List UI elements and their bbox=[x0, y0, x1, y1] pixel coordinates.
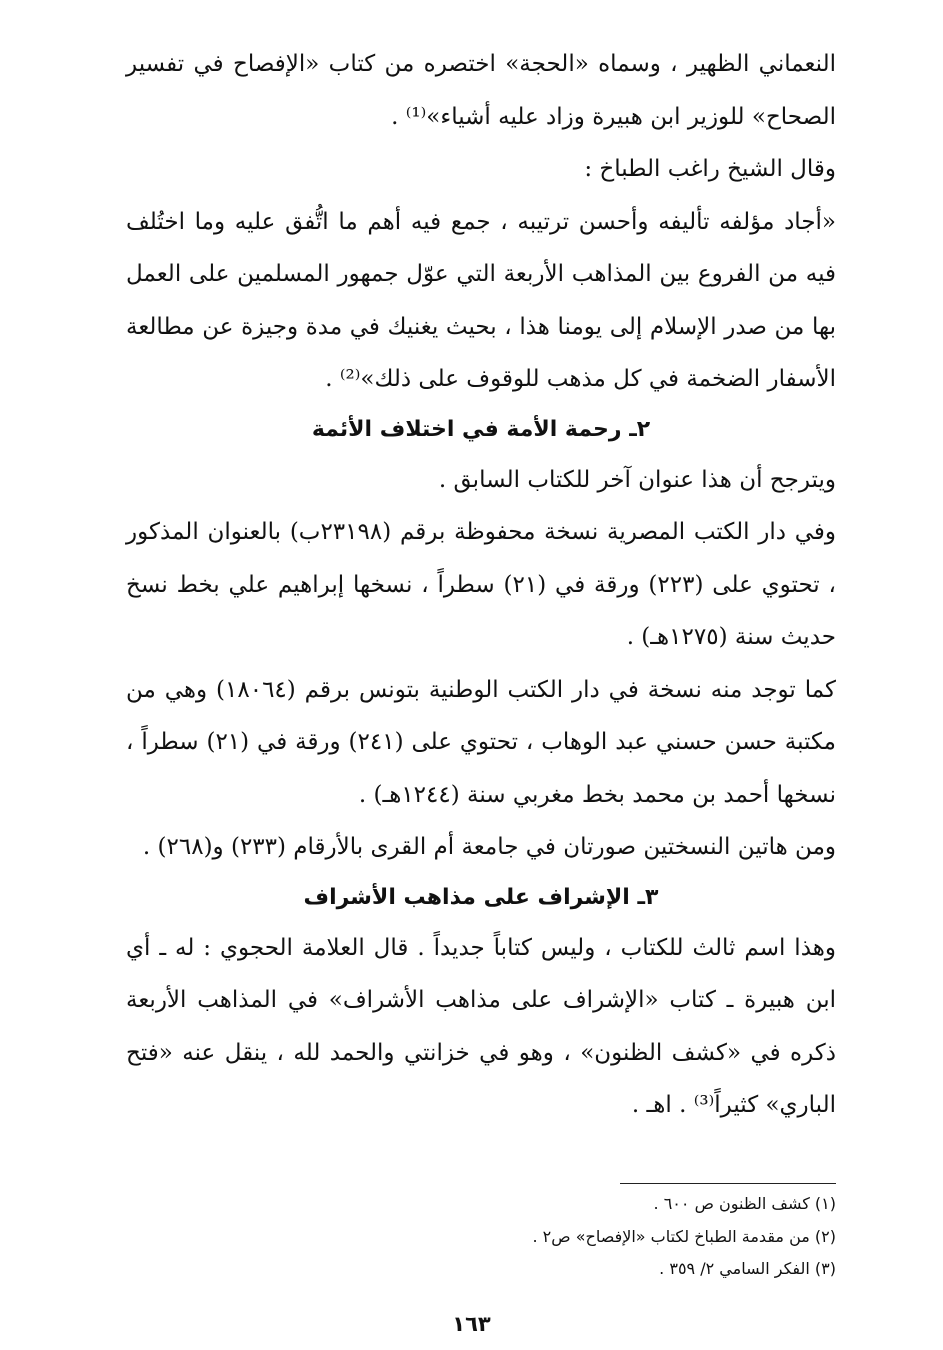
paragraph: ومن هاتين النسختين صورتان في جامعة أم القرى بالأرقام (٢٣٣) و(٢٦٨) . bbox=[142, 834, 836, 860]
section-heading-3: ٣ـ الإشراف على مذاهب الأشراف bbox=[303, 884, 659, 910]
paragraph: «أجاد مؤلفه تأليفه وأحسن ترتيبه ، جمع فيه أهم ما اتُّفق عليه وما اختُلف فيه من الفروع بين المذاهب الأربعة التي عوّل جمهور المسلمين على العمل بها من صدر الإسلام إلى يومنا هذا ، بحيث يغنيك في مدة وجيزة عن مطالعة الأسفار الضخمة في كل مذهب للوقوف على ذلك»⁽²⁾ . bbox=[126, 208, 836, 392]
footnote: (١) كشف الظنون ص ٦٠٠ . bbox=[653, 1194, 836, 1213]
paragraph: وقال الشيخ راغب الطباخ : bbox=[584, 156, 836, 182]
footnote: (٣) الفكر السامي ٢/ ٣٥٩ . bbox=[659, 1259, 836, 1278]
paragraph: كما توجد منه نسخة في دار الكتب الوطنية بتونس برقم (١٨٠٦٤) وهي من مكتبة حسن حسني عبد الوهاب ، تحتوي على (٢٤١) ورقة في (٢١) سطراً ، نسخها أحمد بن محمد بخط مغربي سنة (١٢٤٤هـ) . bbox=[126, 676, 836, 808]
paragraph: وفي دار الكتب المصرية نسخة محفوظة برقم (٢٣١٩٨ب) بالعنوان المذكور ، تحتوي على (٢٢٣) ورقة في (٢١) سطراً ، نسخها إبراهيم علي بخط نسخ حديث سنة (١٢٧٥هـ) . bbox=[126, 519, 836, 650]
footnotes bbox=[300, 1188, 836, 1286]
section-heading-2: ٢ـ رحمة الأمة في اختلاف الأئمة bbox=[311, 416, 651, 442]
page-number: ١٦٣ bbox=[452, 1312, 491, 1336]
paragraph: وهذا اسم ثالث للكتاب ، وليس كتاباً جديداً . قال العلامة الحجوي : له ـ أي ابن هبيرة ـ كتاب «الإشراف على مذاهب الأشراف» في المذاهب الأربعة ذكره في «كشف الظنون» ، وهو في خزانتي والحمد لله ، ينقل عنه «فتح الباري» كثيراً⁽³⁾ . اهـ . bbox=[126, 934, 836, 1118]
paragraph: ويترجح أن هذا عنوان آخر للكتاب السابق . bbox=[438, 466, 836, 493]
paragraph: النعماني الظهير ، وسماه «الحجة» اختصره من كتاب «الإفصاح في تفسير الصحاح» للوزير ابن هبيرة وزاد عليه أشياء»⁽¹⁾ . bbox=[126, 51, 836, 130]
page-body bbox=[126, 38, 836, 1132]
footnote-divider bbox=[620, 1183, 836, 1184]
footnote: (٢) من مقدمة الطباخ لكتاب «الإفصاح» ص٢ . bbox=[532, 1226, 836, 1246]
